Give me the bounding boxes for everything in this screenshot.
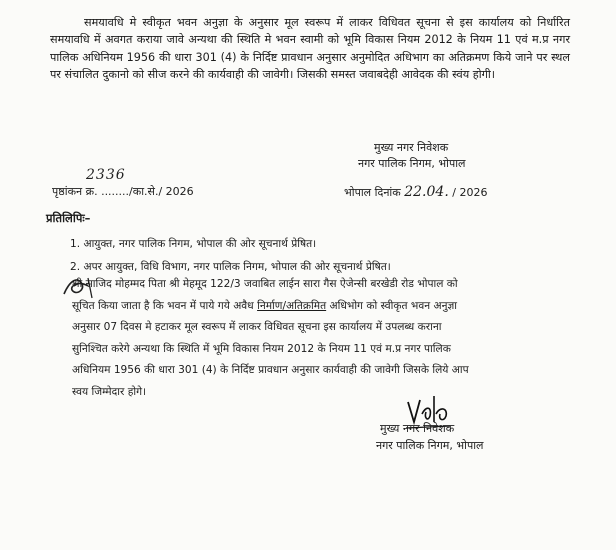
date-line bbox=[344, 184, 487, 200]
copy-item-3-line: श्री साजिद मोहम्मद पिता श्री मेहमूद 122/3 जवाबित लाईन सारा गैस ऐजेन्सी बरखेडी रोड भोपाल को bbox=[72, 278, 458, 290]
paragraph-line: की जावेगी। जिसकी समस्त जवाबदेही आवेदक की स्वंय होगी। bbox=[247, 68, 496, 82]
copy-item-3-line: स्वय जिम्मेदार होगे। bbox=[72, 385, 147, 398]
endorsement-number-label: पृष्ठांकन क्र. ......../का.से./ 2026 bbox=[52, 185, 194, 198]
main-paragraph bbox=[50, 14, 570, 84]
date-label: भोपाल दिनांक bbox=[344, 186, 401, 199]
copy-item-1: 1. आयुक्त, नगर पालिक निगम, भोपाल की ओर सूचनार्थ प्रेषित। bbox=[70, 238, 317, 250]
underlined-text: निर्माण/अतिक्रमित bbox=[257, 299, 327, 312]
signatory-office: नगर पालिक निगम, भोपाल bbox=[358, 157, 466, 170]
text-segment: अधिभोग को स्वीकृत भवन अनुज्ञा bbox=[329, 299, 458, 312]
date-year: / 2026 bbox=[452, 186, 488, 199]
copy-item-3-line: सुनिश्चित करेगे अन्यथा कि स्थिति में भूमि विकास नियम 2012 के नियम 11 एवं म.प्र नगर पालिक bbox=[72, 342, 451, 355]
copy-item-3-line: अधिनियम 1956 की धारा 301 (4) के निर्दिष्ट प्रावधान अनुसार कार्यवाही की जावेगी जिसके लिये आप bbox=[72, 364, 469, 377]
paragraph-line: को निर्धारित समयावधि में अवगत कराया जावे अन्यथा की स्थिति मे भवन स्वामी को भूमि विकास नियम 2012 bbox=[50, 16, 570, 47]
copy-item-2: 2. अपर आयुक्त, विधि विभाग, नगर पालिक निगम, भोपाल की ओर सूचनार्थ प्रेषित। bbox=[70, 261, 391, 273]
copy-item-3-line: अनुसार 07 दिवस मे हटाकर मूल स्वरूप में लाकर विधिवत सूचना इस कार्यालय में उपलब्ध कराना bbox=[72, 321, 442, 334]
handwritten-endorsement-number: 2336 bbox=[86, 167, 126, 183]
text-segment: सूचित किया जाता है कि भवन में पाये गये अवैध bbox=[72, 299, 254, 312]
signatory-title: मुख्य नगर निवेशक bbox=[374, 141, 449, 154]
paragraph-line: अनुमोदित अधिभाग का अतिक्रमण किये जाने पर स्थल पर संचालित दुकानो को सीज करने की कार्यवाही bbox=[50, 50, 571, 82]
paragraph-line: के नियम 11 एवं म.प्र नगर पालिक अधिनियम 1956 की धारा 301 (4) के निर्दिष्ट प्रावधान अनुसार bbox=[50, 33, 571, 64]
handwritten-date: 22.04. bbox=[404, 184, 449, 200]
copy-item-3 bbox=[72, 274, 562, 404]
signatory-title: मुख्य नगर निवेशक bbox=[380, 422, 455, 435]
signatory-office: नगर पालिक निगम, भोपाल bbox=[376, 439, 484, 452]
paragraph-line: समयावधि मे स्वीकृत भवन अनुज्ञा के अनुसार मूल स्वरूप में लाकर विधिवत सूचना से इस कार्यालय bbox=[84, 16, 514, 29]
copy-heading: प्रतिलिपिः– bbox=[46, 211, 91, 225]
copy-item-3-line bbox=[72, 296, 562, 318]
